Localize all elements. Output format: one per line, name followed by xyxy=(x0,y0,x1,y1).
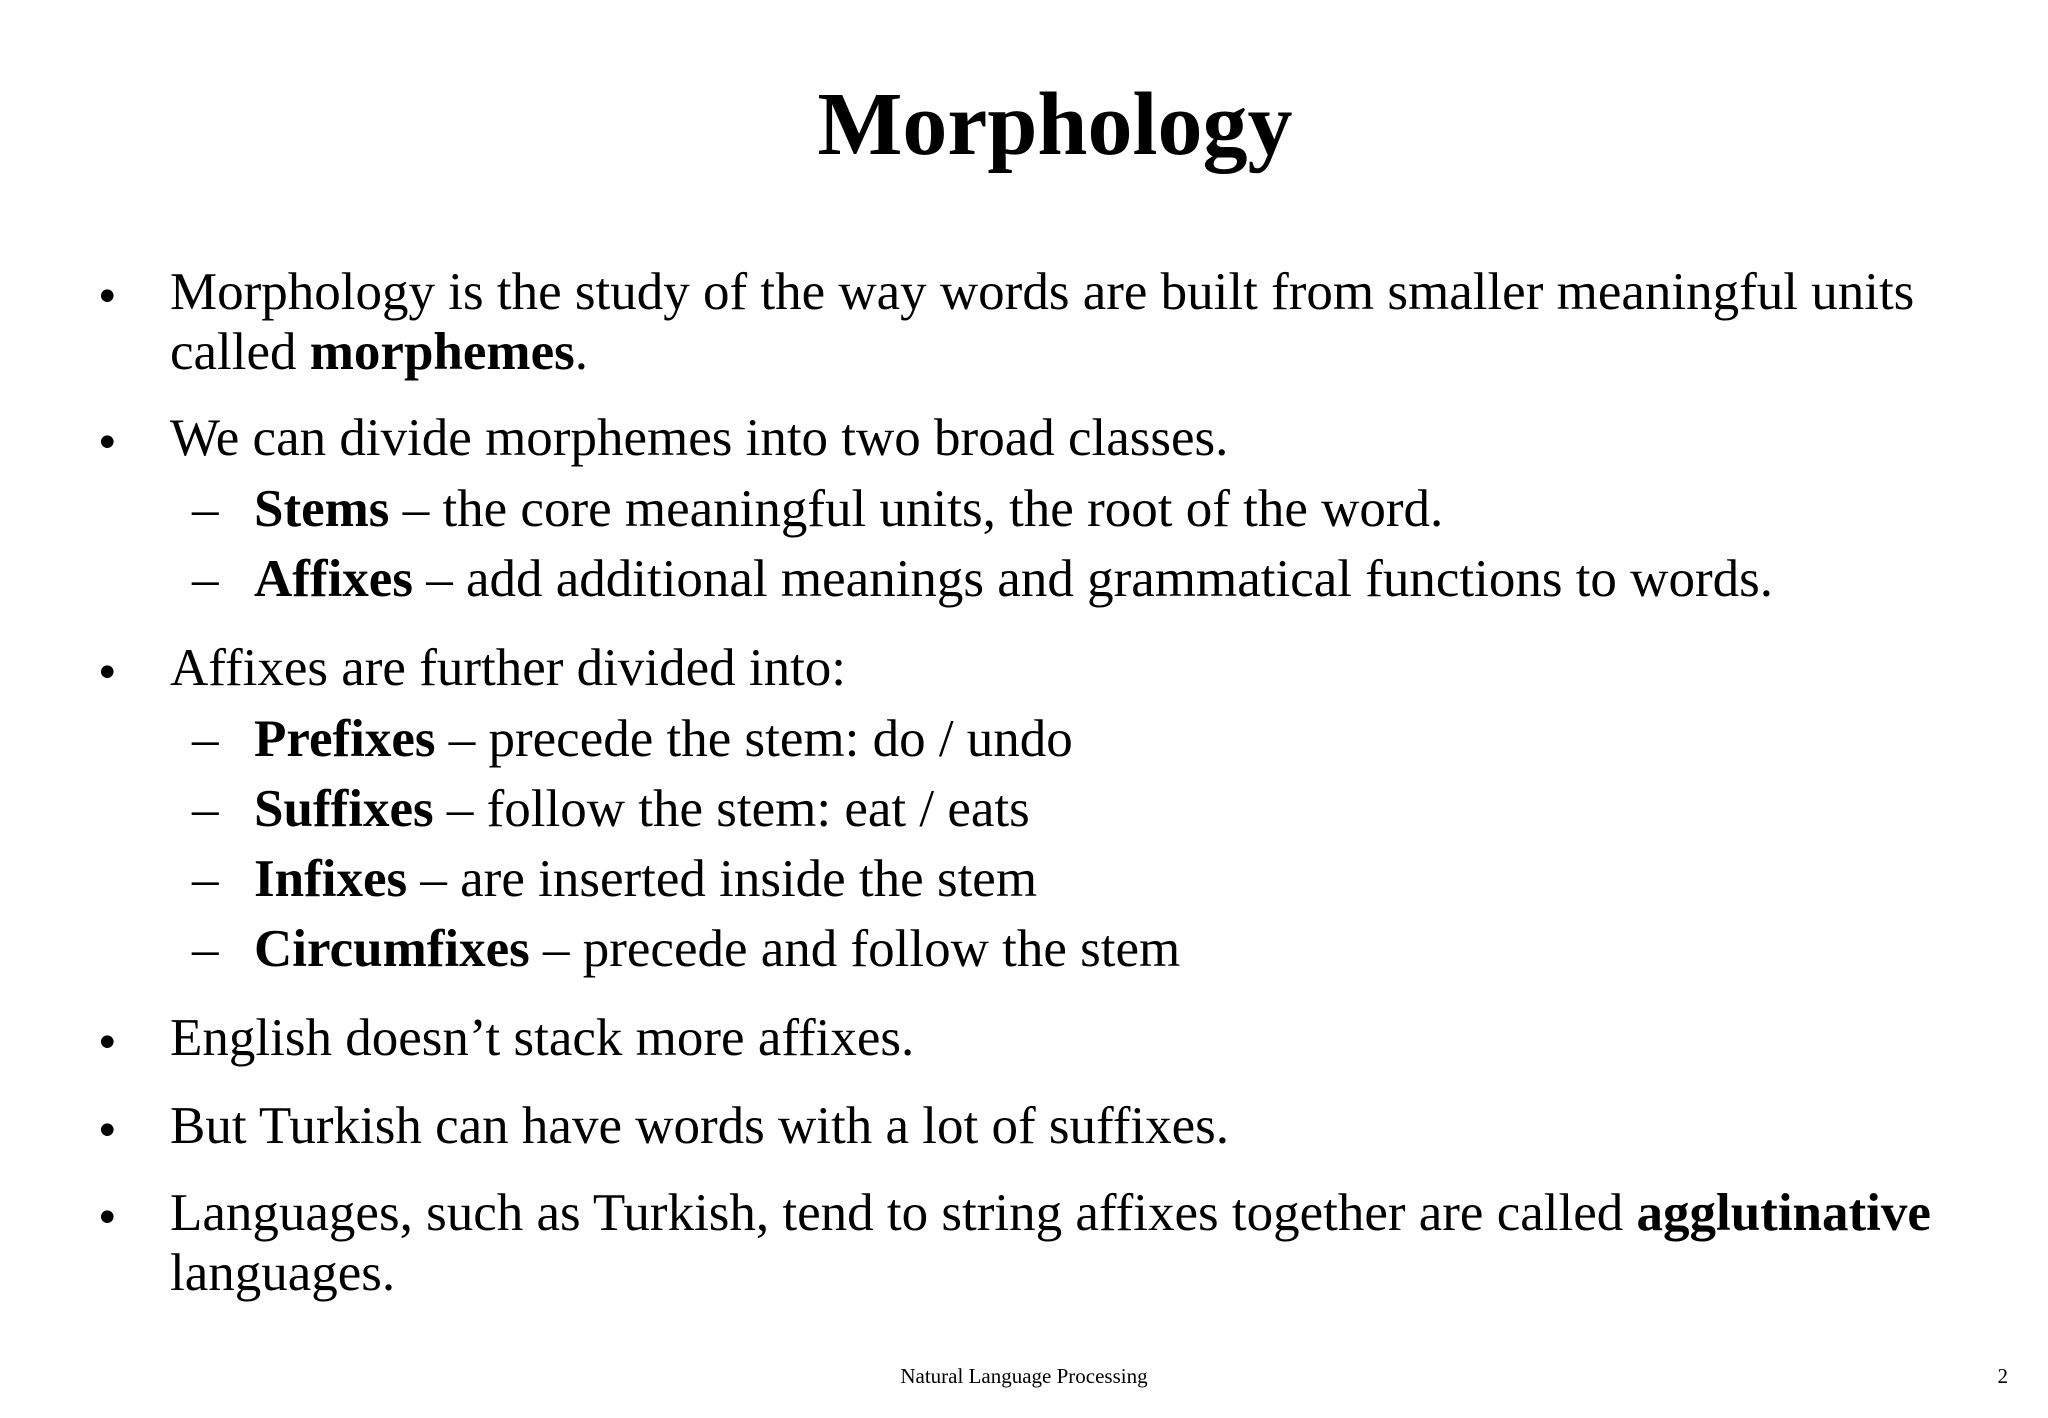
bullet-icon: • xyxy=(98,267,117,325)
term-prefixes: Prefixes xyxy=(254,710,436,768)
dash-icon: – xyxy=(192,710,219,768)
slide-title: Morphology xyxy=(817,75,1293,174)
dash-icon: – xyxy=(192,480,219,538)
bullet-6-line-1 xyxy=(170,1184,1931,1242)
bullet-1-text-post: . xyxy=(574,323,588,381)
bullet-icon: • xyxy=(98,1013,117,1071)
sub-item-affixes xyxy=(254,550,1773,608)
sub-item-prefixes-text: – precede the stem: do / undo xyxy=(435,710,1073,768)
term-infixes: Infixes xyxy=(254,850,408,908)
bullet-6-line-2: languages. xyxy=(170,1244,396,1302)
term-circumfixes: Circumfixes xyxy=(254,920,530,978)
term-affixes: Affixes xyxy=(254,550,413,608)
bullet-2-text: We can divide morphemes into two broad classes. xyxy=(170,409,1229,467)
bullet-icon: • xyxy=(98,643,117,701)
bullet-4-text: English doesn’t stack more affixes. xyxy=(170,1009,915,1067)
page-number: 2 xyxy=(1997,1364,2008,1388)
dash-icon: – xyxy=(192,920,219,978)
sub-item-infixes-text: – are inserted inside the stem xyxy=(407,850,1038,908)
sub-item-suffixes xyxy=(254,780,1030,838)
sub-item-stems xyxy=(254,480,1444,538)
term-stems: Stems xyxy=(254,480,390,538)
term-suffixes: Suffixes xyxy=(254,780,434,838)
sub-item-circumfixes-text: – precede and follow the stem xyxy=(529,920,1181,978)
term-morphemes: morphemes xyxy=(309,323,575,381)
dash-icon: – xyxy=(192,550,219,608)
bullet-1-text-pre: called xyxy=(170,323,310,381)
bullet-icon: • xyxy=(98,1101,117,1159)
sub-item-infixes xyxy=(254,850,1038,908)
bullet-3-text: Affixes are further divided into: xyxy=(170,639,847,697)
sub-item-suffixes-text: – follow the stem: eat / eats xyxy=(433,780,1030,838)
term-agglutinative: agglutinative xyxy=(1636,1184,1931,1242)
bullet-1-line-2 xyxy=(170,323,588,381)
footer-title: Natural Language Processing xyxy=(900,1364,1148,1388)
sub-item-affixes-text: – add additional meanings and grammatical functions to words. xyxy=(412,550,1773,608)
bullet-1-line-1: Morphology is the study of the way words are built from smaller meaningful units xyxy=(170,263,1915,321)
sub-item-circumfixes xyxy=(254,920,1181,978)
bullet-icon: • xyxy=(98,1188,117,1246)
dash-icon: – xyxy=(192,850,219,908)
dash-icon: – xyxy=(192,780,219,838)
bullet-icon: • xyxy=(98,413,117,471)
sub-item-prefixes xyxy=(254,710,1073,768)
bullet-5-text: But Turkish can have words with a lot of suffixes. xyxy=(170,1097,1229,1155)
sub-item-stems-text: – the core meaningful units, the root of the word. xyxy=(389,480,1444,538)
bullet-6-text-pre: Languages, such as Turkish, tend to string affixes together are called xyxy=(170,1184,1637,1242)
